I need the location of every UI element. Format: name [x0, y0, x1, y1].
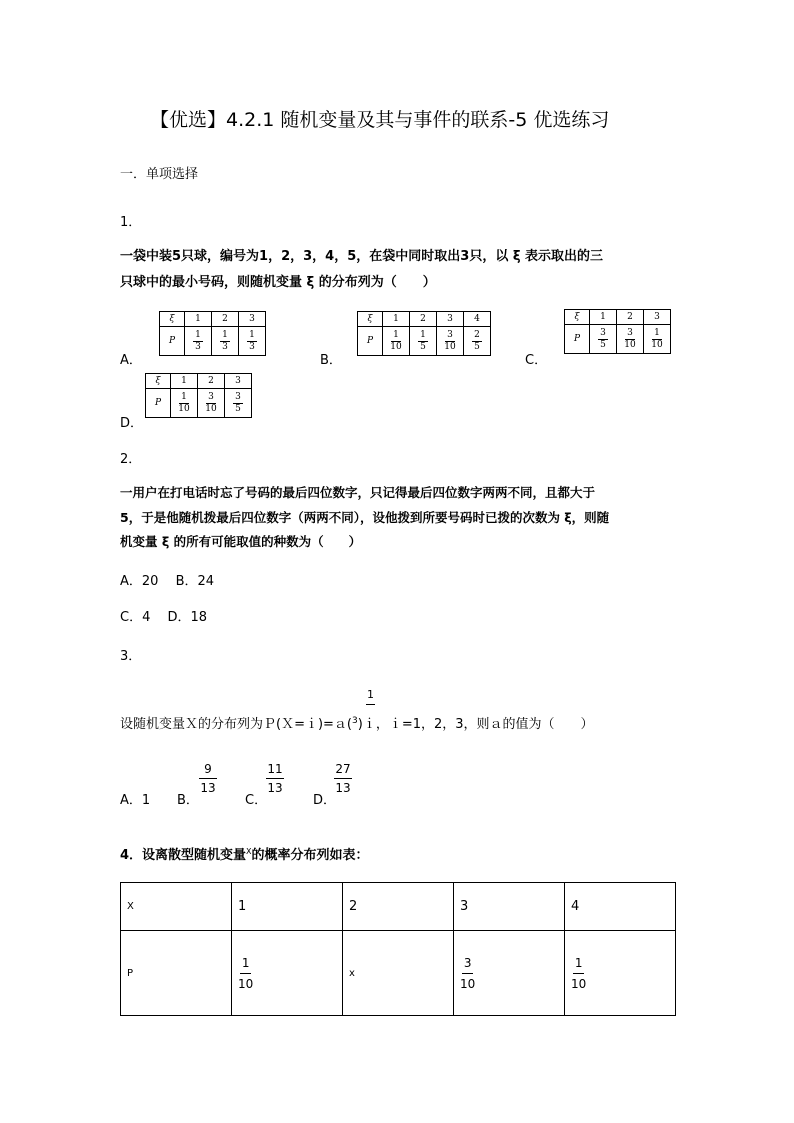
table-head-cell: 2 — [410, 312, 437, 327]
section-heading: 一．单项选择 — [120, 167, 199, 182]
fraction: $\frac{1}{10}$ — [178, 392, 190, 414]
q3-option-b-fraction: 9 13 — [200, 762, 216, 795]
q3-option-c-fraction: 11 13 — [267, 762, 283, 795]
table-head-cell: ξ — [358, 312, 383, 327]
fraction: $\frac{1}{10}$ — [651, 328, 663, 350]
table-head-cell: 1 — [185, 312, 212, 327]
fraction: $\frac{1}{3}$ — [222, 330, 228, 352]
q3-number: 3． — [120, 649, 142, 664]
table-row-label: P — [160, 327, 185, 356]
fraction: $\frac{3}{5}$ — [235, 392, 241, 414]
table-head-cell: 4 — [464, 312, 491, 327]
q2-text-line3: 机变量 ξ 的所有可能取值的种数为（ ） — [120, 534, 362, 549]
table-head-cell: ξ — [565, 310, 590, 325]
table-head-cell: 2 — [343, 883, 454, 931]
table-head-cell: 3 — [225, 374, 252, 389]
q3-exponent-fraction-numerator: 1 — [367, 688, 374, 701]
table-head-cell: 3 — [644, 310, 671, 325]
q1-text-line1: 一袋中装5只球，编号为1，2，3，4，5，在袋中同时取出3只，以 ξ 表示取出的三 — [120, 249, 604, 264]
q1-option-c-label: C． — [525, 353, 548, 368]
q1-option-a-table — [159, 311, 266, 356]
table-cell: x — [343, 931, 454, 1016]
table-head-cell: 2 — [617, 310, 644, 325]
table-cell: $\frac{1}{10}$ — [565, 931, 676, 1016]
fraction: $\frac{3}{10}$ — [444, 330, 456, 352]
table-head-cell: 2 — [212, 312, 239, 327]
table-head-cell: 1 — [171, 374, 198, 389]
q1-option-a-label: A． — [120, 353, 142, 368]
table-head-cell: X — [121, 883, 232, 931]
table-head-cell: 3 — [239, 312, 266, 327]
q1-number: 1． — [120, 215, 142, 230]
q3-option-a: A．1 — [120, 793, 151, 808]
q3-exponent-fraction-bar — [366, 704, 375, 705]
table-row-label: P — [121, 931, 232, 1016]
q1-option-b-table — [357, 311, 491, 356]
table-head-cell: ξ — [146, 374, 171, 389]
q2-text-line2: 5，于是他随机拨最后四位数字（两两不同），设他拨到所要号码时已拨的次数为 ξ，则随 — [120, 510, 610, 525]
q3-option-d-label: D． — [313, 793, 337, 808]
fraction: $\frac{3}{10}$ — [205, 392, 217, 414]
table-row-label: P — [565, 325, 590, 354]
q1-option-d-table — [145, 373, 252, 418]
q3-text: 设随机变量Ｘ的分布列为Ｐ(Ｘ=ｉ)=ａ($^3$)ｉ，ｉ=1，2，3，则ａ的值为（ ） — [120, 716, 594, 732]
q1-option-d-label: D． — [120, 416, 144, 431]
fraction: $\frac{1}{3}$ — [249, 330, 255, 352]
table-head-cell: 3 — [437, 312, 464, 327]
table-head-cell: 1 — [232, 883, 343, 931]
table-head-cell: 1 — [383, 312, 410, 327]
q2-options-row2: C．4 D．18 — [120, 610, 208, 625]
table-head-cell: 4 — [565, 883, 676, 931]
fraction: $\frac{1}{5}$ — [420, 330, 426, 352]
table-row-label: P — [358, 327, 383, 356]
fraction: $\frac{1}{10}$ — [390, 330, 402, 352]
table-cell: $\frac{3}{10}$ — [454, 931, 565, 1016]
table-head-cell: 2 — [198, 374, 225, 389]
table-head-cell: 1 — [590, 310, 617, 325]
q1-option-b-label: B． — [320, 353, 342, 368]
q1-option-c-table — [564, 309, 671, 354]
q3-option-d-fraction: 27 13 — [335, 762, 351, 795]
fraction: $\frac{3}{5}$ — [600, 328, 606, 350]
q2-number: 2． — [120, 452, 142, 467]
fraction: $\frac{2}{5}$ — [474, 330, 480, 352]
fraction: $\frac{3}{10}$ — [624, 328, 636, 350]
q2-text-line1: 一用户在打电话时忘了号码的最后四位数字，只记得最后四位数字两两不同，且都大于 — [120, 485, 596, 500]
q3-option-c-label: C． — [245, 793, 268, 808]
table-row-label: P — [146, 389, 171, 418]
q1-text-line2: 只球中的最小号码，则随机变量 ξ 的分布列为（ ） — [120, 275, 436, 290]
page-title: 【优选】4.2.1 随机变量及其与事件的联系-5 优选练习 — [150, 109, 610, 131]
q2-options-row1: A．20 B．24 — [120, 574, 215, 589]
fraction: $\frac{1}{3}$ — [195, 330, 201, 352]
table-cell: $\frac{1}{10}$ — [232, 931, 343, 1016]
table-head-cell: 3 — [454, 883, 565, 931]
q4-distribution-table — [120, 882, 676, 1016]
table-head-cell: ξ — [160, 312, 185, 327]
q3-option-b-label: B． — [177, 793, 199, 808]
q4-text: 4．设离散型随机变量$^X$的概率分布列如表： — [120, 847, 369, 863]
